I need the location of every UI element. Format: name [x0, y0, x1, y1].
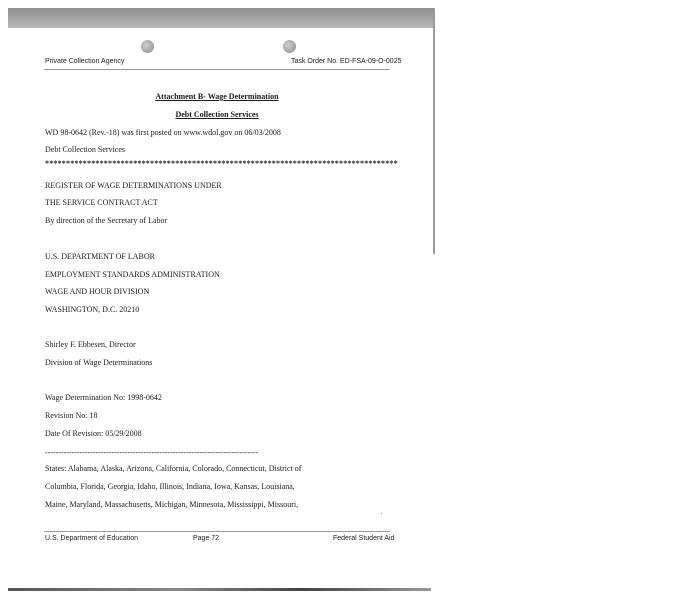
- wd-posted-line: WD 98-0642 (Rev.-18) was first posted on www.wdol.gov on 06/03/2008: [45, 128, 281, 137]
- scan-right-edge: [433, 8, 435, 254]
- revision-date: Date Of Revision: 05/29/2008: [45, 429, 142, 438]
- service-line: Debt Collection Services: [45, 145, 125, 154]
- footer-department: U.S. Department of Education: [45, 535, 138, 542]
- director-name: Shirley F. Ebbesen, Director: [45, 340, 136, 349]
- states-line-3: Maine, Maryland, Massachusetts, Michigan, Minnesota, Mississippi, Missouri,: [45, 500, 299, 509]
- punch-hole-right: [283, 40, 296, 53]
- register-line-1: REGISTER OF WAGE DETERMINATIONS UNDER: [45, 181, 222, 190]
- header-agency: Private Collection Agency: [45, 58, 125, 65]
- dept-line-1: U.S. DEPARTMENT OF LABOR: [45, 252, 155, 261]
- states-line-2: Columbia, Florida, Georgia, Idaho, Illinois, Indiana, Iowa, Kansas, Louisiana,: [45, 482, 295, 491]
- register-line-2: THE SERVICE CONTRACT ACT: [45, 198, 158, 207]
- states-line-1: States: Alabama, Alaska, Arizona, California, Colorado, Connecticut, District of: [45, 464, 302, 473]
- footer-page-number: Page 72: [193, 535, 220, 542]
- header-task-order: Task Order No. ED-FSA-09-O-0025: [291, 58, 402, 65]
- footer-fsa: Federal Student Aid: [333, 535, 395, 542]
- punch-hole-left: [141, 40, 154, 53]
- wage-determination-number: Wage Determination No: 1998-0642: [45, 393, 162, 402]
- dept-line-2: EMPLOYMENT STANDARDS ADMINISTRATION: [45, 270, 220, 279]
- footer-rule: [44, 531, 390, 532]
- star-divider: ************************************************************************************: [45, 159, 398, 168]
- register-line-3: By direction of the Secretary of Labor: [45, 216, 168, 225]
- scan-top-shadow: [8, 8, 435, 28]
- scan-speck: [381, 513, 382, 514]
- header-rule: [44, 69, 390, 70]
- attachment-heading: Attachment B- Wage Determination: [155, 92, 279, 101]
- subtitle-heading: Debt Collection Services: [175, 110, 259, 119]
- dash-divider: --------------------------------------------------------------------------------: [45, 448, 259, 457]
- dept-line-3: WAGE AND HOUR DIVISION: [45, 287, 150, 296]
- director-division: Division of Wage Determinations: [45, 358, 153, 367]
- dept-line-4: WASHINGTON, D.C. 20210: [45, 305, 140, 314]
- revision-number: Revision No: 18: [45, 411, 98, 420]
- scan-bottom-edge: [8, 588, 431, 591]
